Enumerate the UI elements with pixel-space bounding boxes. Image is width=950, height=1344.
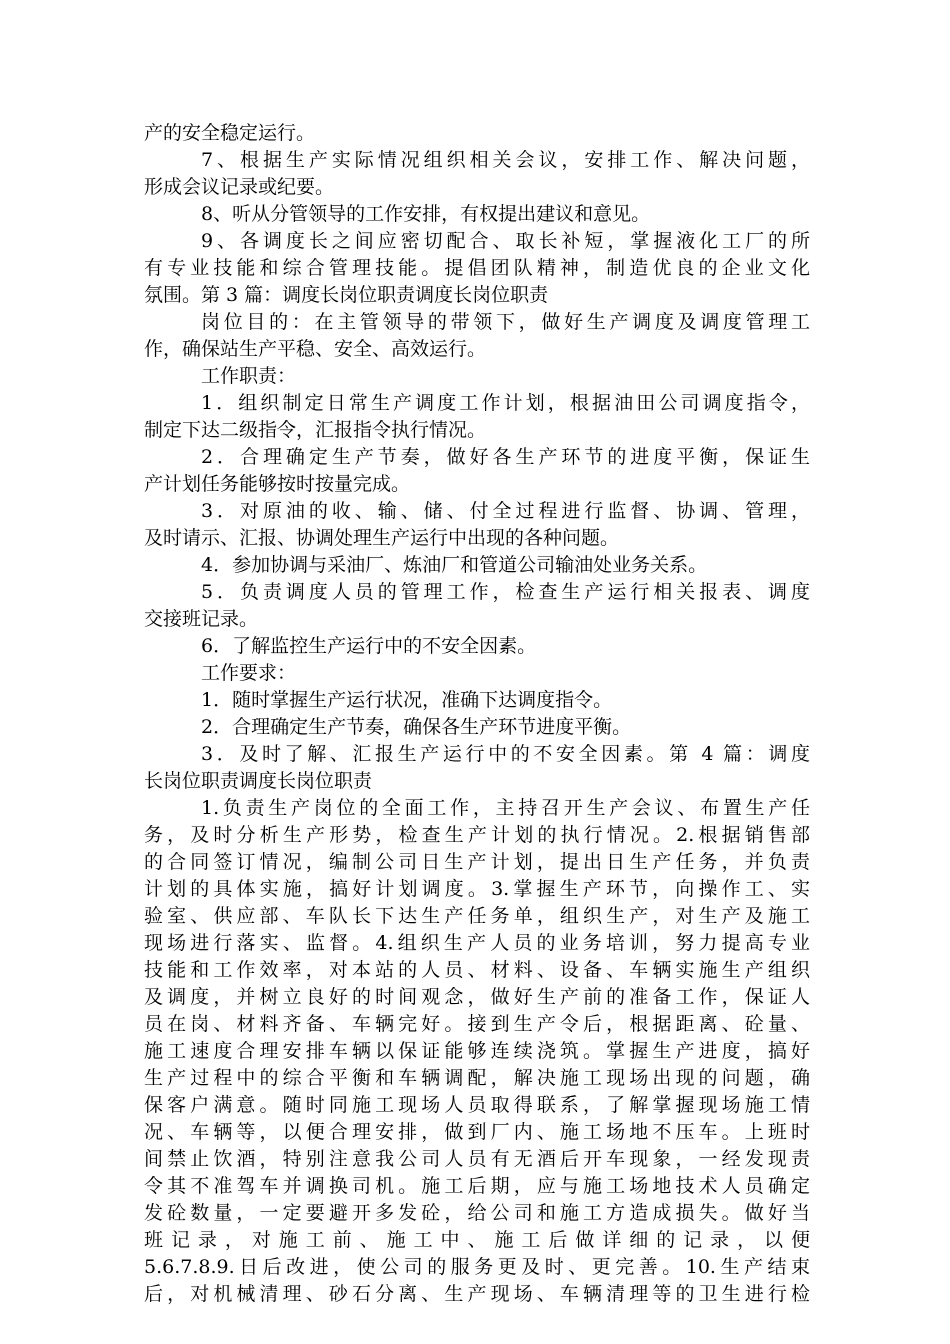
text-line: 令其不准驾车并调换司机。施工后期，应与施工场地技术人员确定 bbox=[144, 1175, 810, 1197]
text-line: 产的安全稳定运行。 bbox=[144, 122, 316, 144]
text-line: 2．合理确定生产节奏，确保各生产环节进度平衡。 bbox=[201, 716, 632, 738]
text-line: 长岗位职责调度长岗位职责 bbox=[144, 770, 373, 792]
text-line: 计划的具体实施，搞好计划调度。3.掌握生产环节，向操作工、实 bbox=[144, 878, 810, 900]
text-line: 工作职责： bbox=[201, 365, 297, 387]
text-line: 氛围。第 3 篇：调度长岗位职责调度长岗位职责 bbox=[144, 284, 549, 306]
text-line: 岗位目的：在主管领导的带领下，做好生产调度及调度管理工 bbox=[201, 311, 810, 333]
text-line: 生产过程中的综合平衡和车辆调配，解决施工现场出现的问题，确 bbox=[144, 1067, 810, 1089]
text-line: 6．了解监控生产运行中的不安全因素。 bbox=[201, 635, 537, 657]
text-line: 1．随时掌握生产运行状况，准确下达调度指令。 bbox=[201, 689, 613, 711]
text-line: 及调度，并树立良好的时间观念，做好生产前的准备工作，保证人 bbox=[144, 986, 810, 1008]
text-line: 有专业技能和综合管理技能。提倡团队精神，制造优良的企业文化 bbox=[144, 257, 810, 279]
text-line: 验室、供应部、车队长下达生产任务单，组织生产，对生产及施工 bbox=[144, 905, 810, 927]
text-line: 4．参加协调与采油厂、炼油厂和管道公司输油处业务关系。 bbox=[201, 554, 708, 576]
text-line: 7、根据生产实际情况组织相关会议，安排工作、解决问题， bbox=[201, 149, 810, 171]
text-line: 后，对机械清理、砂石分离、生产现场、车辆清理等的卫生进行检 bbox=[144, 1283, 810, 1305]
text-line: 员在岗、材料齐备、车辆完好。接到生产令后，根据距离、砼量、 bbox=[144, 1013, 810, 1035]
text-line: 1．组织制定日常生产调度工作计划，根据油田公司调度指令， bbox=[201, 392, 810, 414]
text-line: 9、各调度长之间应密切配合、取长补短，掌握液化工厂的所 bbox=[201, 230, 810, 252]
text-line: 交接班记录。 bbox=[144, 608, 259, 630]
text-line: 形成会议记录或纪要。 bbox=[144, 176, 335, 198]
text-line: 2．合理确定生产节奏，做好各生产环节的进度平衡，保证生 bbox=[201, 446, 810, 468]
text-line: 产计划任务能够按时按量完成。 bbox=[144, 473, 411, 495]
text-line: 施工速度合理安排车辆以保证能够连续浇筑。掌握生产进度，搞好 bbox=[144, 1040, 810, 1062]
text-line: 及时请示、汇报、协调处理生产运行中出现的各种问题。 bbox=[144, 527, 620, 549]
text-line: 务，及时分析生产形势，检查生产计划的执行情况。2.根据销售部 bbox=[144, 824, 810, 846]
text-line: 1.负责生产岗位的全面工作，主持召开生产会议、布置生产任 bbox=[201, 797, 810, 819]
text-line: 作，确保站生产平稳、安全、高效运行。 bbox=[144, 338, 487, 360]
text-line: 8、听从分管领导的工作安排，有权提出建议和意见。 bbox=[201, 203, 651, 225]
document-page bbox=[144, 120, 810, 1308]
text-line: 间禁止饮酒，特别注意我公司人员有无酒后开车现象，一经发现责 bbox=[144, 1148, 810, 1170]
text-line: 制定下达二级指令，汇报指令执行情况。 bbox=[144, 419, 487, 441]
text-line: 3．对原油的收、输、储、付全过程进行监督、协调、管理， bbox=[201, 500, 810, 522]
text-line: 5．负责调度人员的管理工作，检查生产运行相关报表、调度 bbox=[201, 581, 810, 603]
text-line: 况、车辆等，以便合理安排，做到厂内、施工场地不压车。上班时 bbox=[144, 1121, 810, 1143]
text-line: 发砼数量，一定要避开多发砼，给公司和施工方造成损失。做好当 bbox=[144, 1202, 810, 1224]
text-line: 现场进行落实、监督。4.组织生产人员的业务培训，努力提高专业 bbox=[144, 932, 810, 954]
text-line: 工作要求： bbox=[201, 662, 297, 684]
text-line: 5.6.7.8.9.日后改进，使公司的服务更及时、更完善。10.生产结束 bbox=[144, 1256, 810, 1278]
text-line: 保客户满意。随时同施工现场人员取得联系，了解掌握现场施工情 bbox=[144, 1094, 810, 1116]
text-line: 的合同签订情况，编制公司日生产计划，提出日生产任务，并负责 bbox=[144, 851, 810, 873]
text-line: 班记录，对施工前、施工中、施工后做详细的记录，以便 bbox=[144, 1229, 810, 1251]
text-line: 3．及时了解、汇报生产运行中的不安全因素。第 4 篇：调度 bbox=[201, 743, 810, 765]
text-line: 技能和工作效率，对本站的人员、材料、设备、车辆实施生产组织 bbox=[144, 959, 810, 981]
